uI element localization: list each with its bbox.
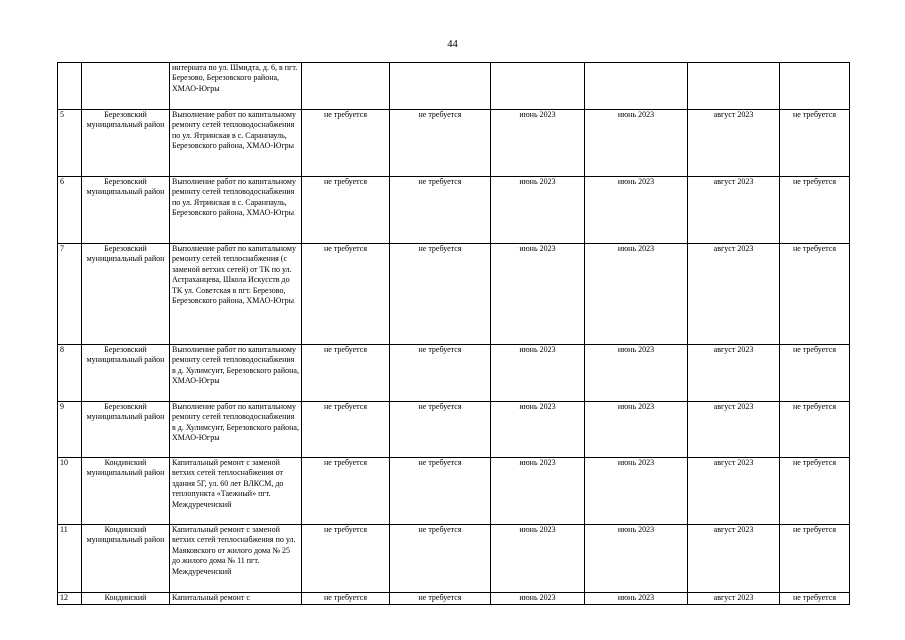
cell-col7: июнь 2023 xyxy=(585,525,688,593)
table-row xyxy=(58,177,850,244)
municipality-cell: Березовский муниципальный район xyxy=(82,177,170,244)
cell-col5: не требуется xyxy=(390,593,491,605)
municipality-cell: Березовский муниципальный район xyxy=(82,244,170,345)
municipality-cell: Кондинский муниципальный район xyxy=(82,458,170,525)
cell-col5 xyxy=(390,63,491,110)
row-number: 10 xyxy=(58,458,82,525)
table-row xyxy=(58,402,850,458)
row-number: 12 xyxy=(58,593,82,605)
municipality-cell: Березовский муниципальный район xyxy=(82,345,170,402)
cell-col8: август 2023 xyxy=(688,345,780,402)
cell-col9: не требуется xyxy=(780,244,850,345)
works-table xyxy=(57,62,850,605)
table-row xyxy=(58,593,850,605)
row-number: 8 xyxy=(58,345,82,402)
cell-col4: не требуется xyxy=(302,458,390,525)
municipality-cell: Кондинский xyxy=(82,593,170,605)
cell-col7: июнь 2023 xyxy=(585,593,688,605)
table-row xyxy=(58,345,850,402)
work-description-cell: Капитальный ремонт с xyxy=(170,593,302,605)
cell-col5: не требуется xyxy=(390,177,491,244)
cell-col8: август 2023 xyxy=(688,525,780,593)
cell-col6: июнь 2023 xyxy=(491,525,585,593)
cell-col6: июнь 2023 xyxy=(491,593,585,605)
cell-col7: июнь 2023 xyxy=(585,345,688,402)
cell-col9: не требуется xyxy=(780,525,850,593)
table-row xyxy=(58,244,850,345)
cell-col5: не требуется xyxy=(390,110,491,177)
row-number: 9 xyxy=(58,402,82,458)
cell-col4: не требуется xyxy=(302,345,390,402)
cell-col5: не требуется xyxy=(390,345,491,402)
cell-col7: июнь 2023 xyxy=(585,110,688,177)
cell-col8: август 2023 xyxy=(688,458,780,525)
cell-col8: август 2023 xyxy=(688,593,780,605)
cell-col8: август 2023 xyxy=(688,244,780,345)
cell-col4 xyxy=(302,63,390,110)
table-row xyxy=(58,63,850,110)
work-description-cell: Капитальный ремонт с заменой ветхих сетей теплоснабжения по ул. Маяковского от жилого дома № 25 до жилого дома № 11 пгт. Междуреченский xyxy=(170,525,302,593)
work-description-cell: Выполнение работ по капитальному ремонту сетей теплоснабжения (с заменой ветхих сетей) от ТК по ул. Астраханцева, Школа Искусств до ТК ул. Советская в пгт. Березово, Березовского района, ХМАО-Югры xyxy=(170,244,302,345)
municipality-cell: Березовский муниципальный район xyxy=(82,110,170,177)
work-description-cell: Капитальный ремонт с заменой ветхих сетей теплоснабжения от здания 5Г, ул. 60 лет ВЛКСМ, до теплопункта «Таежный» пгт. Междуреченский xyxy=(170,458,302,525)
cell-col4: не требуется xyxy=(302,244,390,345)
cell-col8: август 2023 xyxy=(688,177,780,244)
municipality-cell: Березовский муниципальный район xyxy=(82,402,170,458)
cell-col5: не требуется xyxy=(390,458,491,525)
cell-col9: не требуется xyxy=(780,110,850,177)
cell-col8: август 2023 xyxy=(688,402,780,458)
cell-col4: не требуется xyxy=(302,177,390,244)
work-description-cell: Выполнение работ по капитальному ремонту сетей тепловодоснабжения по ул. Ятринская в с. Саранпауль, Березовского района, ХМАО-Югры xyxy=(170,110,302,177)
work-description-cell: Выполнение работ по капитальному ремонту сетей тепловодоснабжения по ул. Ятринская в с. Саранпауль, Березовского района, ХМАО-Югры xyxy=(170,177,302,244)
table-row xyxy=(58,525,850,593)
cell-col7: июнь 2023 xyxy=(585,244,688,345)
row-number: 11 xyxy=(58,525,82,593)
table-row xyxy=(58,458,850,525)
cell-col9 xyxy=(780,63,850,110)
cell-col9: не требуется xyxy=(780,458,850,525)
cell-col7: июнь 2023 xyxy=(585,458,688,525)
cell-col6: июнь 2023 xyxy=(491,177,585,244)
row-number: 7 xyxy=(58,244,82,345)
cell-col9: не требуется xyxy=(780,345,850,402)
cell-col4: не требуется xyxy=(302,110,390,177)
cell-col6: июнь 2023 xyxy=(491,402,585,458)
row-number: 6 xyxy=(58,177,82,244)
cell-col9: не требуется xyxy=(780,593,850,605)
cell-col8: август 2023 xyxy=(688,110,780,177)
cell-col4: не требуется xyxy=(302,525,390,593)
municipality-cell xyxy=(82,63,170,110)
cell-col5: не требуется xyxy=(390,402,491,458)
cell-col5: не требуется xyxy=(390,525,491,593)
cell-col8 xyxy=(688,63,780,110)
cell-col6: июнь 2023 xyxy=(491,345,585,402)
cell-col7 xyxy=(585,63,688,110)
cell-col6: июнь 2023 xyxy=(491,458,585,525)
cell-col5: не требуется xyxy=(390,244,491,345)
cell-col9: не требуется xyxy=(780,177,850,244)
row-number: 5 xyxy=(58,110,82,177)
cell-col6 xyxy=(491,63,585,110)
work-description-cell: Выполнение работ по капитальному ремонту сетей тепловодоснабжения в д. Хулимсунт, Березовского района, ХМАО-Югры xyxy=(170,345,302,402)
municipality-cell: Кондинский муниципальный район xyxy=(82,525,170,593)
cell-col6: июнь 2023 xyxy=(491,110,585,177)
cell-col7: июнь 2023 xyxy=(585,402,688,458)
cell-col4: не требуется xyxy=(302,402,390,458)
work-description-cell: интерната по ул. Шмидта, д. 6, в пгт. Березово, Березовского района, ХМАО-Югры xyxy=(170,63,302,110)
cell-col9: не требуется xyxy=(780,402,850,458)
page-number: 44 xyxy=(447,39,458,50)
row-number xyxy=(58,63,82,110)
cell-col6: июнь 2023 xyxy=(491,244,585,345)
cell-col7: июнь 2023 xyxy=(585,177,688,244)
work-description-cell: Выполнение работ по капитальному ремонту сетей тепловодоснабжения в д. Хулимсунт, Березовского района, ХМАО-Югры xyxy=(170,402,302,458)
cell-col4: не требуется xyxy=(302,593,390,605)
table-row xyxy=(58,110,850,177)
